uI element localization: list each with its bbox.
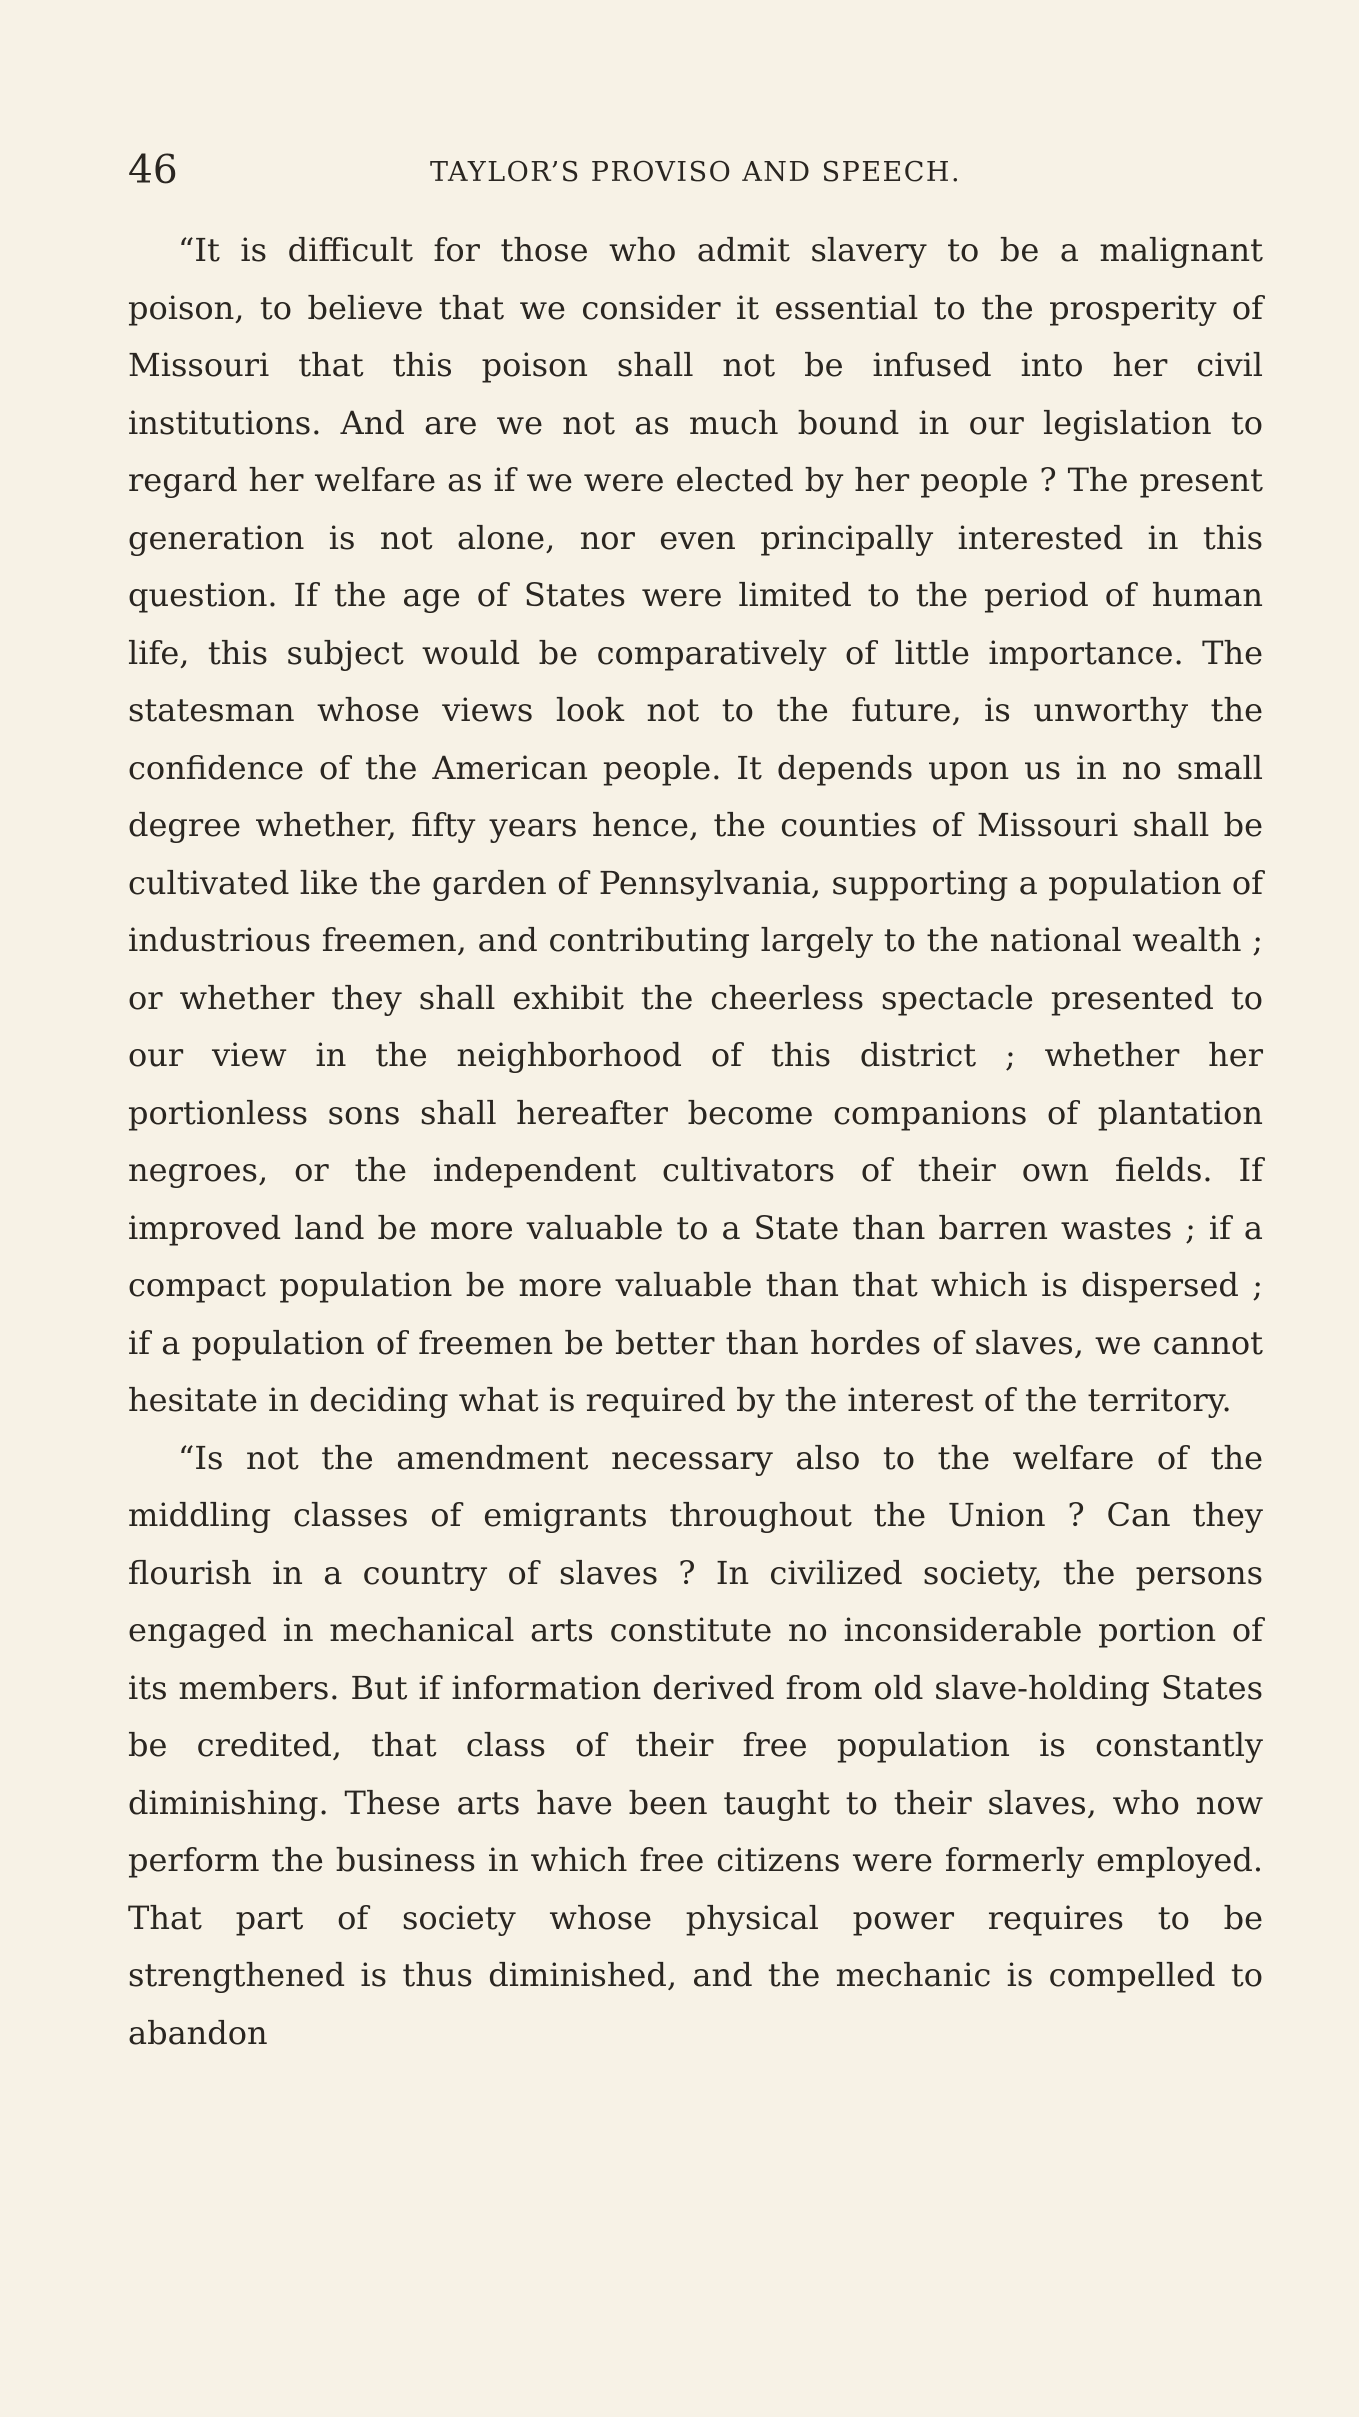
body-text [128,222,1263,2062]
page-header [128,146,1263,196]
paragraph: “It is difficult for those who admit slavery to be a malignant poison, to believe that we consider it essential to the prosperity of Missouri that this poison shall not be infused into her civil institutions. And are we not as much bound in our legislation to regard her welfare as if we were elected by her people ? The present generation is not alone, nor even principally interested in this question. If the age of States were limited to the period of human life, this subject would be comparatively of little importance. The statesman whose views look not to the future, is unworthy the confidence of the American people. It depends upon us in no small degree whether, fifty years hence, the counties of Missouri shall be cultivated like the garden of Pennsylvania, supporting a population of industrious freemen, and contributing largely to the national wealth ; or whether they shall exhibit the cheerless spectacle presented to our view in the neighborhood of this district ; whether her portionless sons shall hereafter become companions of plantation negroes, or the independent cultivators of their own fields. If improved land be more valuable to a State than barren wastes ; if a compact population be more valuable than that which is dispersed ; if a population of freemen be better than hordes of slaves, we cannot hesitate in deciding what is required by the interest of the territory. [128,231,1263,1419]
paragraph: “Is not the amendment necessary also to the welfare of the middling classes of emigrants throughout the Union ? Can they flourish in a country of slaves ? In civilized society, the persons engaged in mechanical arts constitute no inconsiderable portion of its members. But if information derived from old slave-holding States be credited, that class of their free population is constantly diminishing. These arts have been taught to their slaves, who now perform the business in which free citizens were formerly employed. That part of society whose physical power requires to be strengthened is thus diminished, and the mechanic is compelled to abandon [128,1438,1263,2052]
page-number: 46 [128,148,178,193]
running-title: TAYLOR’S PROVISO AND SPEECH. [429,157,962,188]
